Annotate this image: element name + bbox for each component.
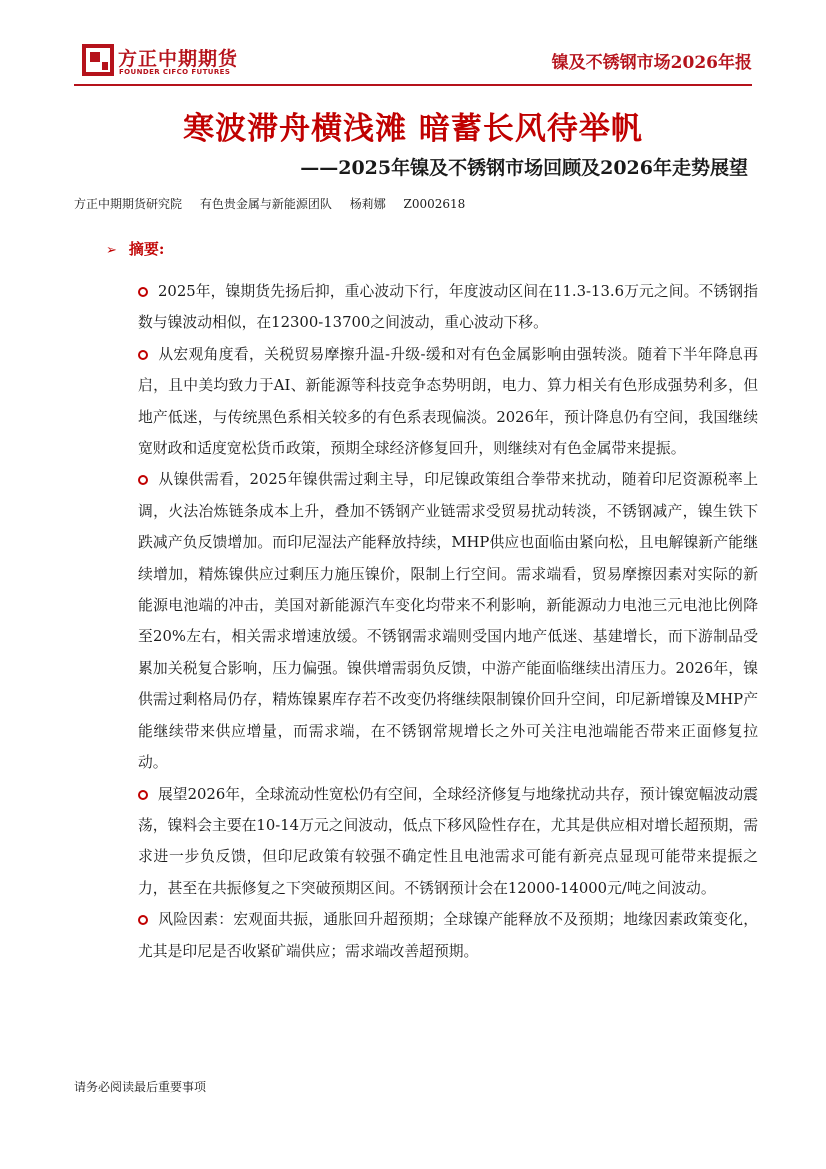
circle-bullet-icon xyxy=(138,790,148,800)
page-header xyxy=(0,0,826,92)
author-name: 杨莉娜 xyxy=(349,197,386,211)
abstract-item-text: 2025年，镍期货先扬后抑，重心波动下行，年度波动区间在11.3-13.6万元之间。不锈钢指数与镍波动相似，在12300-13700之间波动，重心波动下移。 xyxy=(138,283,758,332)
abstract-item xyxy=(138,339,758,465)
circle-bullet-icon xyxy=(138,350,148,360)
circle-bullet-icon xyxy=(138,287,148,297)
abstract-heading-label: 摘要: xyxy=(128,240,165,258)
author-team: 有色贵金属与新能源团队 xyxy=(199,197,332,211)
logo-en-text: FOUNDER CIFCO FUTURES xyxy=(119,68,231,76)
report-label: 镍及不锈钢市场2026年报 xyxy=(551,53,752,73)
abstract-heading xyxy=(106,238,164,259)
author-line xyxy=(74,195,479,212)
abstract-item xyxy=(138,464,758,778)
abstract-item-text: 从宏观角度看，关税贸易摩擦升温-升级-缓和对有色金属影响由强转淡。随着下半年降息再启，且中美均致力于AI、新能源等科技竞争态势明朗，电力、算力相关有色形成强势利多，但地产低迷，与传统黑色系相关较多的有色系表现偏淡。2026年，预计降息仍有空间，我国继续宽财政和适度宽松货币政策，预期全球经济修复回升，则继续对有色金属带来提振。 xyxy=(138,345,758,458)
header-divider xyxy=(74,84,752,86)
abstract-item xyxy=(138,904,758,967)
company-logo xyxy=(82,44,242,80)
abstract-item-text: 展望2026年，全球流动性宽松仍有空间，全球经济修复与地缘扰动共存，预计镍宽幅波动震荡，镍料会主要在10-14万元之间波动，低点下移风险性存在，尤其是供应相对增长超预期，需求进一步负反馈，但印尼政策有较强不确定性且电池需求可能有新亮点显现可能带来提振之力，甚至在共振修复之下突破预期区间。不锈钢预计会在12000-14000元/吨之间波动。 xyxy=(138,785,758,897)
abstract-item xyxy=(138,276,758,339)
abstract-item xyxy=(138,779,758,905)
page-title: 寒波滞舟横浅滩 暗蓄长风待举帆 xyxy=(183,111,643,147)
founder-logo-icon xyxy=(82,44,114,76)
arrow-bullet-icon: ➢ xyxy=(106,243,117,258)
author-institute: 方正中期期货研究院 xyxy=(74,197,183,211)
abstract-item-text: 从镍供需看，2025年镍供需过剩主导，印尼镍政策组合拳带来扰动，随着印尼资源税率上调，火法冶炼链条成本上升，叠加不锈钢产业链需求受贸易扰动转淡，不锈钢减产，镍生铁下跌减产负反馈增加。而印尼湿法产能释放持续，MHP供应也面临由紧向松，且电解镍新产能继续增加，精炼镍供应过剩压力施压镍价，限制上行空间。需求端看，贸易摩擦因素对实际的新能源电池端的冲击，美国对新能源汽车变化均带来不利影响，新能源动力电池三元电池比例降至20%左右，相关需求增速放缓。不锈钢需求端则受国内地产低迷、基建增长，而下游制品受累加关税复合影响，压力偏强。镍供增需弱负反馈，中游产能面临继续出清压力。2026年，镍供需过剩格局仍存，精炼镍累库存若不改变仍将继续限制镍价回升空间，印尼新增镍及MHP产能继续带来供应增量，而需求端，在不锈钢常规增长之外可关注电池端能否带来正面修复拉动。 xyxy=(138,471,758,772)
abstract-body xyxy=(138,276,758,967)
author-license: Z0002618 xyxy=(403,197,466,211)
circle-bullet-icon xyxy=(138,475,148,485)
footer-disclaimer: 请务必阅读最后重要事项 xyxy=(74,1080,207,1094)
abstract-item-text: 风险因素：宏观面共振，通胀回升超预期；全球镍产能释放不及预期；地缘因素政策变化，尤其是印尼是否收紧矿端供应；需求端改善超预期。 xyxy=(138,911,758,960)
logo-cn-text: 方正中期期货 xyxy=(118,48,239,70)
circle-bullet-icon xyxy=(138,915,148,925)
page-subtitle: ——2025年镍及不锈钢市场回顾及2026年走势展望 xyxy=(300,157,748,179)
